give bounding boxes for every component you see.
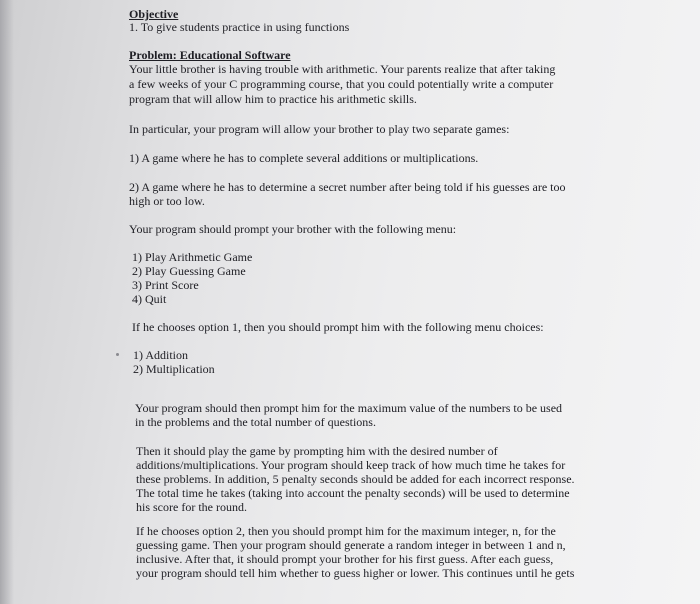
menu-prompt: Your program should prompt your brother with the following menu: xyxy=(129,222,457,236)
submenu-item-1: 1) Addition xyxy=(133,348,189,362)
menu-item-4: 4) Quit xyxy=(132,292,167,306)
play-game-line-4: The total time he takes (taking into account the penalty seconds) will be used to determine xyxy=(136,486,570,500)
game2-line-1: 2) A game where he has to determine a secret number after being told if his guesses are too xyxy=(129,180,566,194)
menu-item-3: 3) Print Score xyxy=(132,278,199,292)
bullet-mark xyxy=(116,353,119,356)
objective-heading: Objective xyxy=(129,7,179,21)
game2-line-2: high or too low. xyxy=(129,194,205,208)
menu-item-1: 1) Play Arithmetic Game xyxy=(132,250,253,264)
menu-item-2: 2) Play Guessing Game xyxy=(132,264,246,278)
play-game-line-5: his score for the round. xyxy=(136,500,247,514)
option1-prompt: If he chooses option 1, then you should prompt him with the following menu choices: xyxy=(132,320,544,334)
problem-heading: Problem: Educational Software xyxy=(129,48,291,62)
particular-paragraph: In particular, your program will allow your brother to play two separate games: xyxy=(129,122,510,136)
game1-description: 1) A game where he has to complete several additions or multiplications. xyxy=(129,151,479,165)
intro-line-1: Your little brother is having trouble with arithmetic. Your parents realize that after taking xyxy=(129,62,556,76)
play-game-line-1: Then it should play the game by prompting him with the desired number of xyxy=(136,444,498,458)
intro-line-3: program that will allow him to practice his arithmetic skills. xyxy=(129,92,417,106)
option2-line-1: If he chooses option 2, then you should prompt him for the maximum integer, n, for the xyxy=(136,524,556,538)
option2-line-2: guessing game. Then your program should generate a random integer in between 1 and n, xyxy=(136,538,566,552)
max-value-line-1: Your program should then prompt him for the maximum value of the numbers to be used xyxy=(135,401,563,415)
page-shadow-edge xyxy=(0,0,14,604)
option2-line-4: your program should tell him whether to guess higher or lower. This continues until he gets xyxy=(136,566,575,580)
play-game-line-3: these problems. In addition, 5 penalty seconds should be added for each incorrect response. xyxy=(136,472,575,486)
objective-item: 1. To give students practice in using functions xyxy=(129,20,350,34)
play-game-line-2: additions/multiplications. Your program should keep track of how much time he takes for xyxy=(136,458,566,472)
option2-line-3: inclusive. After that, it should prompt your brother for his first guess. After each guess, xyxy=(136,552,554,566)
submenu-item-2: 2) Multiplication xyxy=(133,362,215,376)
intro-line-2: a few weeks of your C programming course, that you could potentially write a computer xyxy=(129,77,554,91)
max-value-line-2: in the problems and the total number of questions. xyxy=(135,415,376,429)
